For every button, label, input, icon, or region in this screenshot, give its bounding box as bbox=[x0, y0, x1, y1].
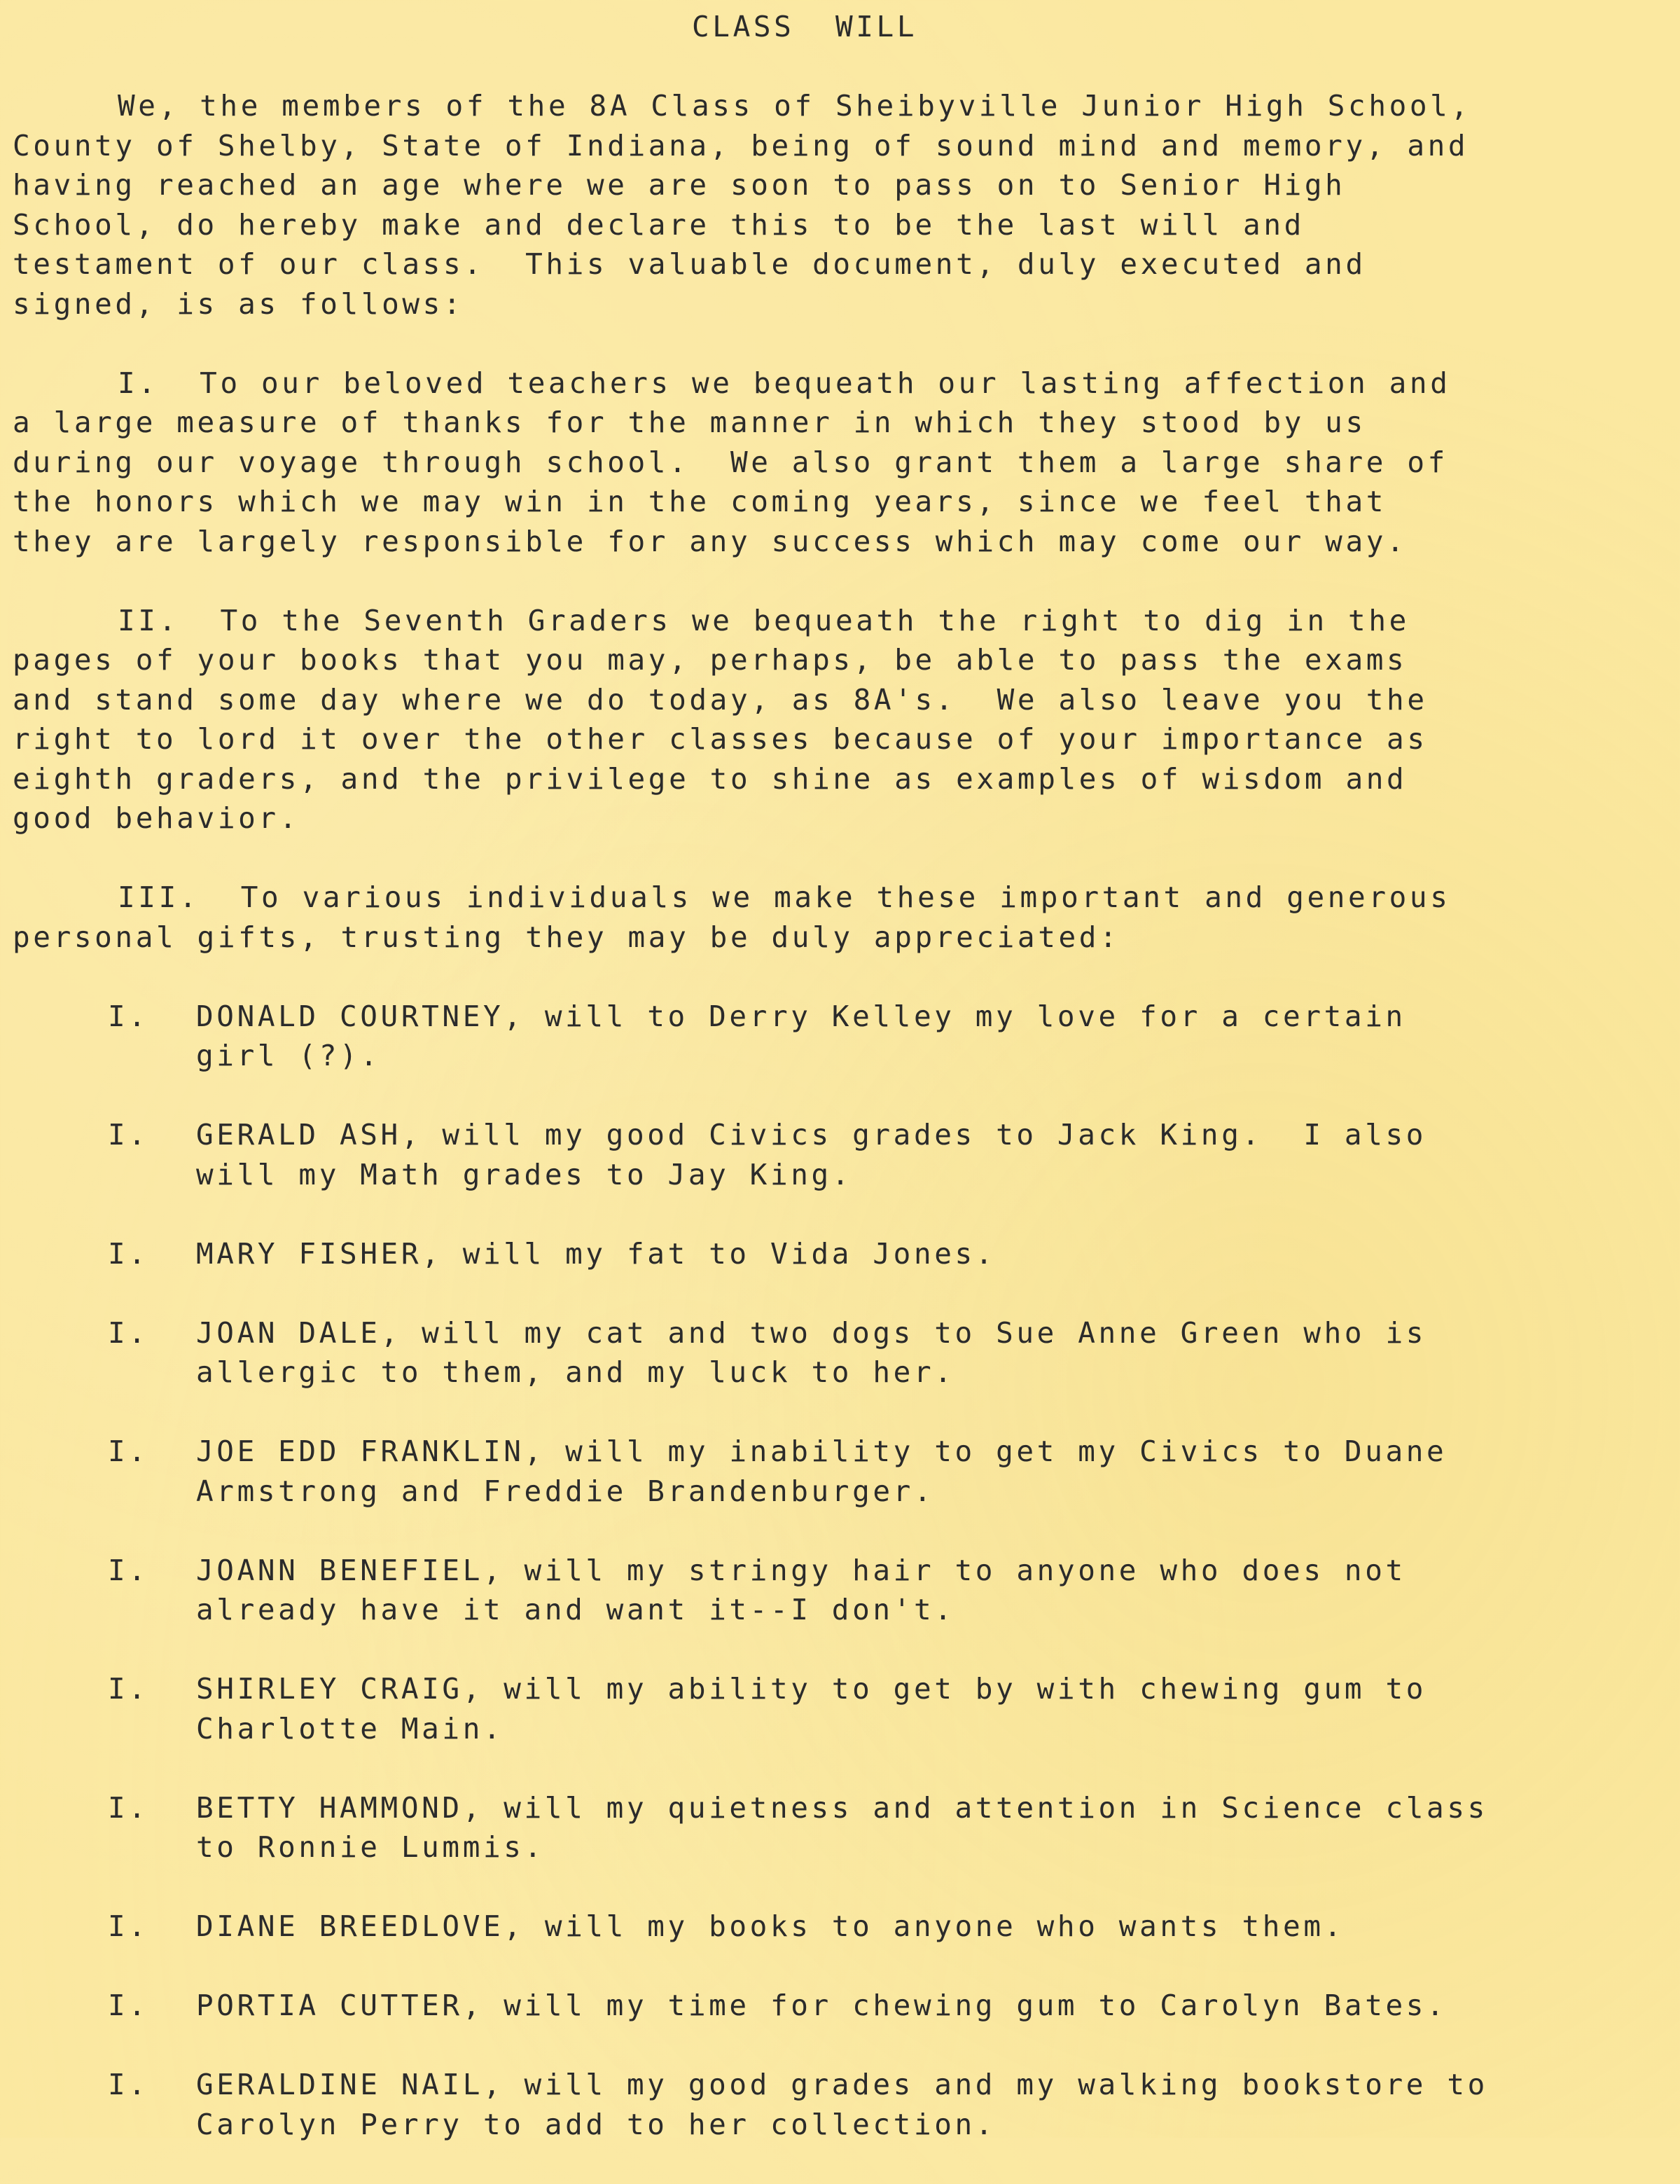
gift-numeral: I. bbox=[108, 1236, 149, 1271]
section-ii-paragraph bbox=[13, 601, 1672, 838]
gift-item bbox=[13, 1907, 1672, 1947]
gift-text: JOE EDD FRANKLIN, will my inability to get my Civics to Duane Armstrong and Freddie Brandenburger. bbox=[196, 1435, 1448, 1508]
gift-numeral: I. bbox=[108, 1790, 149, 1825]
section-text: To the Seventh Graders we bequeath the right to dig in the pages of your books that you may, perhaps, be able to pass the exams and stand some day where we do today, as 8A's. We also leave you the right to lord it over the other classes because of your importance as eighth graders, and the privilege to shine as examples of wisdom and good behavior. bbox=[13, 603, 1428, 835]
gift-numeral: I. bbox=[108, 1553, 149, 1587]
gift-item bbox=[13, 1551, 1672, 1630]
gift-numeral: I. bbox=[108, 1435, 149, 1468]
gift-text: GERALD ASH, will my good Civics grades to Jack King. I also will my Math grades to Jay King. bbox=[196, 1118, 1427, 1191]
gift-text: GERALDINE NAIL, will my good grades and my walking bookstore to Carolyn Perry to add to her collection. bbox=[196, 2068, 1488, 2141]
intro-paragraph: We, the members of the 8A Class of Sheibyville Junior High School, County of Shelby, State of Indiana, being of sound mind and memory, and having reached an age where we are soon to pass on to Senior High School, do hereby make and declare this to be the last will and testament of our class. This valuable document, duly executed and signed, is as follows: bbox=[13, 89, 1471, 321]
gift-text: JOAN DALE, will my cat and two dogs to Sue Anne Green who is allergic to them, and my luck to her. bbox=[196, 1315, 1427, 1389]
gift-item bbox=[13, 1432, 1672, 1511]
gift-numeral: I. bbox=[108, 1315, 149, 1350]
section-text: To various individuals we make these important and generous personal gifts, trusting they may be duly appreciated: bbox=[13, 880, 1451, 954]
gift-item bbox=[13, 1234, 1672, 1274]
document-page bbox=[13, 7, 1672, 2184]
gift-text: JOANN BENEFIEL, will my stringy hair to anyone who does not already have it and want it--I don't. bbox=[196, 1553, 1406, 1626]
section-text: To our beloved teachers we bequeath our lasting affection and a large measure of thanks for the manner in which they stood by us during our voyage through school. We also grant them a large share of the honors which we may win in the coming years, since we feel that they are largely responsible for any success which may come our way. bbox=[13, 366, 1451, 558]
gift-text: SHIRLEY CRAIG, will my ability to get by with chewing gum to Charlotte Main. bbox=[196, 1672, 1427, 1746]
gift-text: PORTIA CUTTER, will my time for chewing gum to Carolyn Bates. bbox=[196, 1989, 1448, 2022]
gift-numeral: I. bbox=[108, 1909, 149, 1943]
gift-numeral: I. bbox=[108, 1672, 149, 1706]
gift-item bbox=[13, 1788, 1672, 1867]
gift-list bbox=[13, 997, 1672, 2145]
section-numeral: II. bbox=[118, 603, 179, 637]
gift-item bbox=[13, 1669, 1672, 1748]
gift-text: BETTY HAMMOND, will my quietness and attention in Science class to Ronnie Lummis. bbox=[196, 1790, 1488, 1864]
section-numeral: III. bbox=[118, 880, 200, 914]
gift-item bbox=[13, 997, 1672, 1076]
section-i-paragraph bbox=[13, 364, 1672, 562]
gift-numeral: I. bbox=[108, 2068, 149, 2101]
gift-item bbox=[13, 2065, 1672, 2144]
gift-item bbox=[13, 1986, 1672, 2026]
document-title: CLASS WILL bbox=[692, 10, 918, 43]
section-numeral: I. bbox=[118, 366, 159, 400]
gift-numeral: I. bbox=[108, 1989, 149, 2022]
gift-item bbox=[13, 1313, 1672, 1392]
gift-item bbox=[13, 1115, 1672, 1194]
gift-numeral: I. bbox=[108, 1118, 149, 1152]
gift-text: DONALD COURTNEY, will to Derry Kelley my love for a certain girl (?). bbox=[196, 999, 1406, 1072]
gift-numeral: I. bbox=[108, 999, 149, 1033]
section-iii-paragraph bbox=[13, 878, 1672, 957]
gift-text: DIANE BREEDLOVE, will my books to anyone who wants them. bbox=[196, 1909, 1345, 1943]
gift-text: MARY FISHER, will my fat to Vida Jones. bbox=[196, 1236, 997, 1271]
